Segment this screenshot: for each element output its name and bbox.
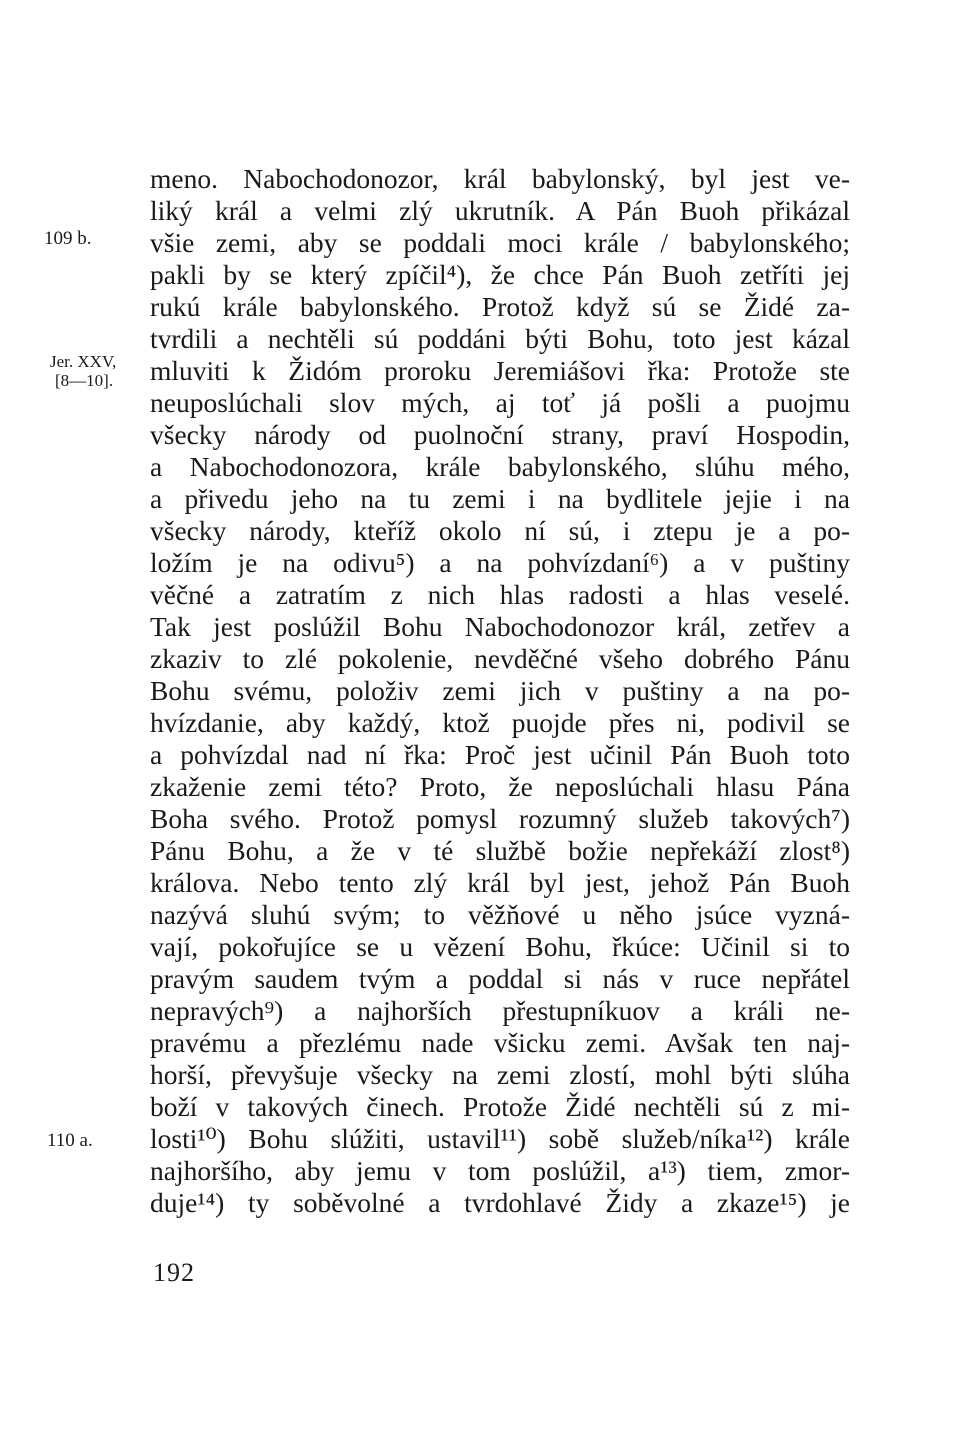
text-line: Bohu svému, položiv zemi jich v puštiny a na po- bbox=[150, 675, 850, 706]
text-line: boží v takových činech. Protože Židé nechtěli sú z mi- bbox=[150, 1091, 850, 1122]
text-line: zkaženie zemi této? Proto, že neposlúchali hlasu Pána bbox=[150, 771, 850, 802]
margin-folio-110a: 110 a. bbox=[47, 1130, 93, 1151]
text-line: pakli by se který zpíčil⁴), že chce Pán Buoh zetříti jej bbox=[150, 259, 850, 290]
text-line: pravému a přezlému nade všicku zemi. Avšak ten naj- bbox=[150, 1027, 850, 1058]
text-line: Pánu Bohu, a že v té službě božie nepřekáží zlost⁸) bbox=[150, 835, 850, 866]
text-line: horší, převyšuje všecky na zemi zlostí, mohl býti slúha bbox=[150, 1059, 850, 1090]
text-line: věčné a zatratím z nich hlas radosti a hlas veselé. bbox=[150, 579, 850, 610]
text-line: losti¹⁰) Bohu slúžiti, ustavil¹¹) sobě služeb/níka¹²) krále bbox=[150, 1123, 850, 1154]
text-line: mluviti k Židóm proroku Jeremiášovi řka: Protože ste bbox=[150, 355, 850, 386]
text-line: najhoršího, aby jemu v tom poslúžil, a¹³) tiem, zmor- bbox=[150, 1155, 850, 1186]
text-line: nazývá sluhú svým; to věžňové u něho jsúce vyzná- bbox=[150, 899, 850, 930]
text-line: nepravých⁹) a najhorších přestupníkuov a králi ne- bbox=[150, 995, 850, 1026]
text-line: neuposlúchali slov mých, aj toť já pošli a puojmu bbox=[150, 387, 850, 418]
text-line: a přivedu jeho na tu zemi i na bydlitele jejie i na bbox=[150, 483, 850, 514]
page-number: 192 bbox=[153, 1258, 195, 1287]
text-line: Tak jest poslúžil Bohu Nabochodonozor král, zetřev a bbox=[150, 611, 850, 642]
text-line: všie zemi, aby se poddali moci krále / babylonského; bbox=[150, 227, 850, 258]
text-line: liký král a velmi zlý ukrutník. A Pán Buoh přikázal bbox=[150, 195, 850, 226]
text-line: pravým saudem tvým a poddal si nás v ruce nepřátel bbox=[150, 963, 850, 994]
text-line: všecky národy od puolnoční strany, praví Hospodin, bbox=[150, 419, 850, 450]
text-line: vají, pokořujíce se u vězení Bohu, řkúce: Učinil si to bbox=[150, 931, 850, 962]
text-line: tvrdili a nechtěli sú poddáni býti Bohu, toto jest kázal bbox=[150, 323, 850, 354]
text-line: a pohvízdal nad ní řka: Proč jest učinil Pán Buoh toto bbox=[150, 739, 850, 770]
margin-reference-verses: [8—10]. bbox=[55, 371, 114, 390]
text-line: Boha svého. Protož pomysl rozumný služeb takových⁷) bbox=[150, 803, 850, 834]
text-line: hvízdanie, aby každý, ktož puojde přes ni, podivil se bbox=[150, 707, 850, 738]
text-line: rukú krále babylonského. Protož když sú se Židé za- bbox=[150, 291, 850, 322]
text-line: meno. Nabochodonozor, král babylonský, byl jest ve- bbox=[150, 163, 850, 194]
text-line: ložím je na odivu⁵) a na pohvízdaní⁶) a v puštiny bbox=[150, 547, 850, 578]
text-line: králova. Nebo tento zlý král byl jest, jehož Pán Buoh bbox=[150, 867, 850, 898]
margin-reference-jeremiah: Jer. XXV, bbox=[50, 352, 117, 371]
text-line: všecky národy, kteříž okolo ní sú, i ztepu je a po- bbox=[150, 515, 850, 546]
text-line: a Nabochodonozora, krále babylonského, slúhu mého, bbox=[150, 451, 850, 482]
margin-folio-109b: 109 b. bbox=[44, 228, 92, 249]
text-line: duje¹⁴) ty soběvolné a tvrdohlavé Židy a zkaze¹⁵) je bbox=[150, 1187, 850, 1218]
text-line: zkaziv to zlé pokolenie, nevděčné všeho dobrého Pánu bbox=[150, 643, 850, 674]
